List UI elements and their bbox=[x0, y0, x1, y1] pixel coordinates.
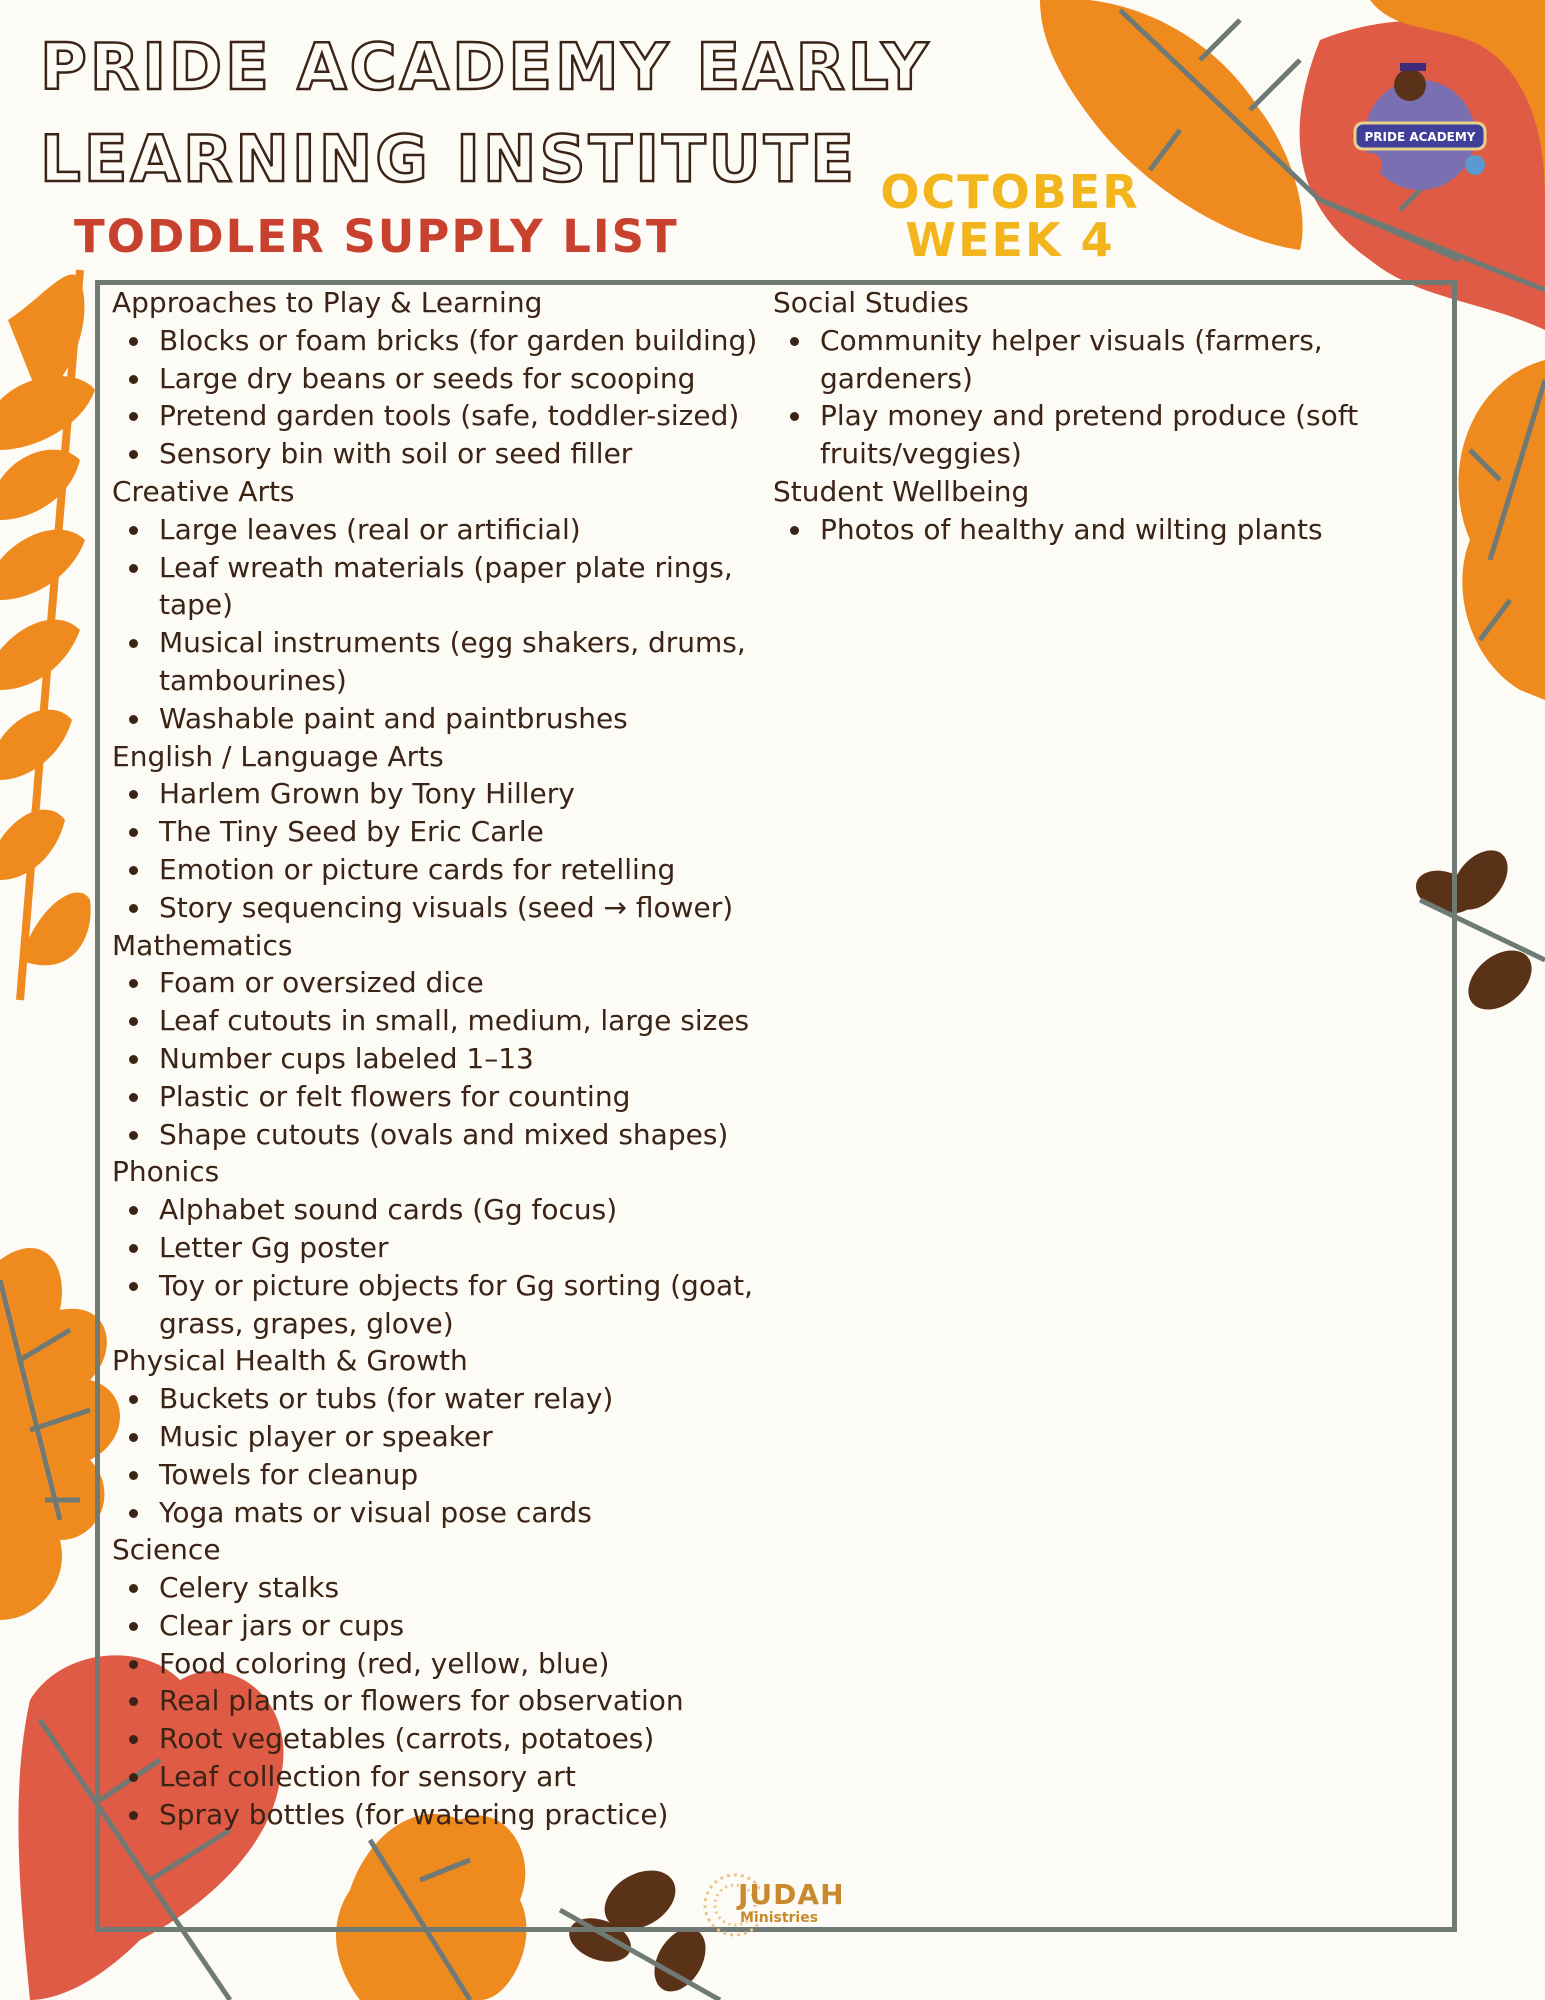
list-item: Washable paint and paintbrushes bbox=[112, 700, 772, 738]
list-item: Shape cutouts (ovals and mixed shapes) bbox=[112, 1116, 772, 1154]
section-title: Approaches to Play & Learning bbox=[112, 286, 543, 319]
list-item: Root vegetables (carrots, potatoes) bbox=[112, 1720, 772, 1758]
section-title: Social Studies bbox=[773, 286, 969, 319]
list-item: Musical instruments (egg shakers, drums, tambourines) bbox=[112, 624, 772, 700]
date-label bbox=[880, 165, 1140, 267]
list-item: Celery stalks bbox=[112, 1569, 772, 1607]
list-item: Letter Gg poster bbox=[112, 1229, 772, 1267]
list-item: Toy or picture objects for Gg sorting (goat, grass, grapes, glove) bbox=[112, 1267, 772, 1343]
section-title: Phonics bbox=[112, 1155, 220, 1189]
list-item: Sensory bin with soil or seed filler bbox=[112, 435, 772, 473]
supply-list-left-column bbox=[112, 284, 772, 1834]
judah-brand-sub: Ministries bbox=[740, 1910, 819, 1926]
judah-brand: JUDAH bbox=[738, 1878, 845, 1911]
section-title: English / Language Arts bbox=[112, 739, 444, 773]
list-item: Plastic or felt flowers for counting bbox=[112, 1078, 772, 1116]
item-list bbox=[112, 511, 772, 738]
list-item: Food coloring (red, yellow, blue) bbox=[112, 1645, 772, 1683]
section-science bbox=[112, 1531, 772, 1833]
item-list bbox=[112, 775, 772, 926]
list-item: Buckets or tubs (for water relay) bbox=[112, 1380, 772, 1418]
list-item: Play money and pretend produce (soft fruits/veggies) bbox=[773, 397, 1413, 473]
list-item: Large dry beans or seeds for scooping bbox=[112, 360, 772, 398]
item-list bbox=[773, 322, 1413, 473]
list-item: The Tiny Seed by Eric Carle bbox=[112, 813, 772, 851]
list-item: Pretend garden tools (safe, toddler-sized) bbox=[112, 397, 772, 435]
list-item: Real plants or flowers for observation bbox=[112, 1682, 772, 1720]
list-item: Story sequencing visuals (seed → flower) bbox=[112, 889, 772, 927]
title-line-2: LEARNING INSTITUTE bbox=[40, 123, 857, 197]
section-english-language-arts bbox=[112, 738, 772, 927]
section-title: Student Wellbeing bbox=[773, 474, 1030, 508]
page-subtitle: TODDLER SUPPLY LIST bbox=[74, 210, 679, 263]
section-title: Mathematics bbox=[112, 928, 293, 962]
svg-text:PRIDE ACADEMY: PRIDE ACADEMY bbox=[1364, 130, 1476, 144]
page-title bbox=[40, 22, 931, 206]
section-title: Physical Health & Growth bbox=[112, 1344, 468, 1378]
section-student-wellbeing bbox=[773, 473, 1413, 549]
judah-ministries-logo bbox=[700, 1870, 850, 1940]
item-list bbox=[773, 511, 1413, 549]
item-list bbox=[112, 964, 772, 1153]
section-social-studies bbox=[773, 284, 1413, 473]
section-approaches bbox=[112, 284, 772, 473]
list-item: Community helper visuals (farmers, gardeners) bbox=[773, 322, 1413, 398]
section-physical-health bbox=[112, 1342, 772, 1531]
pride-academy-logo bbox=[1340, 45, 1500, 200]
item-list bbox=[112, 1569, 772, 1834]
list-item: Leaf wreath materials (paper plate rings, tape) bbox=[112, 549, 772, 625]
item-list bbox=[112, 1380, 772, 1531]
list-item: Music player or speaker bbox=[112, 1418, 772, 1456]
section-title: Science bbox=[112, 1533, 221, 1567]
list-item: Clear jars or cups bbox=[112, 1607, 772, 1645]
title-line-1: PRIDE ACADEMY EARLY bbox=[40, 31, 931, 105]
supply-list-right-column bbox=[773, 284, 1413, 549]
list-item: Blocks or foam bricks (for garden building) bbox=[112, 322, 772, 360]
section-title: Creative Arts bbox=[112, 474, 295, 508]
section-creative-arts bbox=[112, 473, 772, 738]
list-item: Leaf collection for sensory art bbox=[112, 1758, 772, 1796]
list-item: Number cups labeled 1–13 bbox=[112, 1040, 772, 1078]
date-week: WEEK 4 bbox=[905, 213, 1115, 267]
item-list bbox=[112, 1191, 772, 1342]
section-mathematics bbox=[112, 927, 772, 1154]
list-item: Photos of healthy and wilting plants bbox=[773, 511, 1413, 549]
section-phonics bbox=[112, 1153, 772, 1342]
list-item: Alphabet sound cards (Gg focus) bbox=[112, 1191, 772, 1229]
list-item: Foam or oversized dice bbox=[112, 964, 772, 1002]
list-item: Yoga mats or visual pose cards bbox=[112, 1494, 772, 1532]
list-item: Spray bottles (for watering practice) bbox=[112, 1796, 772, 1834]
list-item: Leaf cutouts in small, medium, large sizes bbox=[112, 1002, 772, 1040]
list-item: Emotion or picture cards for retelling bbox=[112, 851, 772, 889]
list-item: Large leaves (real or artificial) bbox=[112, 511, 772, 549]
list-item: Harlem Grown by Tony Hillery bbox=[112, 775, 772, 813]
list-item: Towels for cleanup bbox=[112, 1456, 772, 1494]
date-month: OCTOBER bbox=[880, 165, 1140, 219]
item-list bbox=[112, 322, 772, 473]
